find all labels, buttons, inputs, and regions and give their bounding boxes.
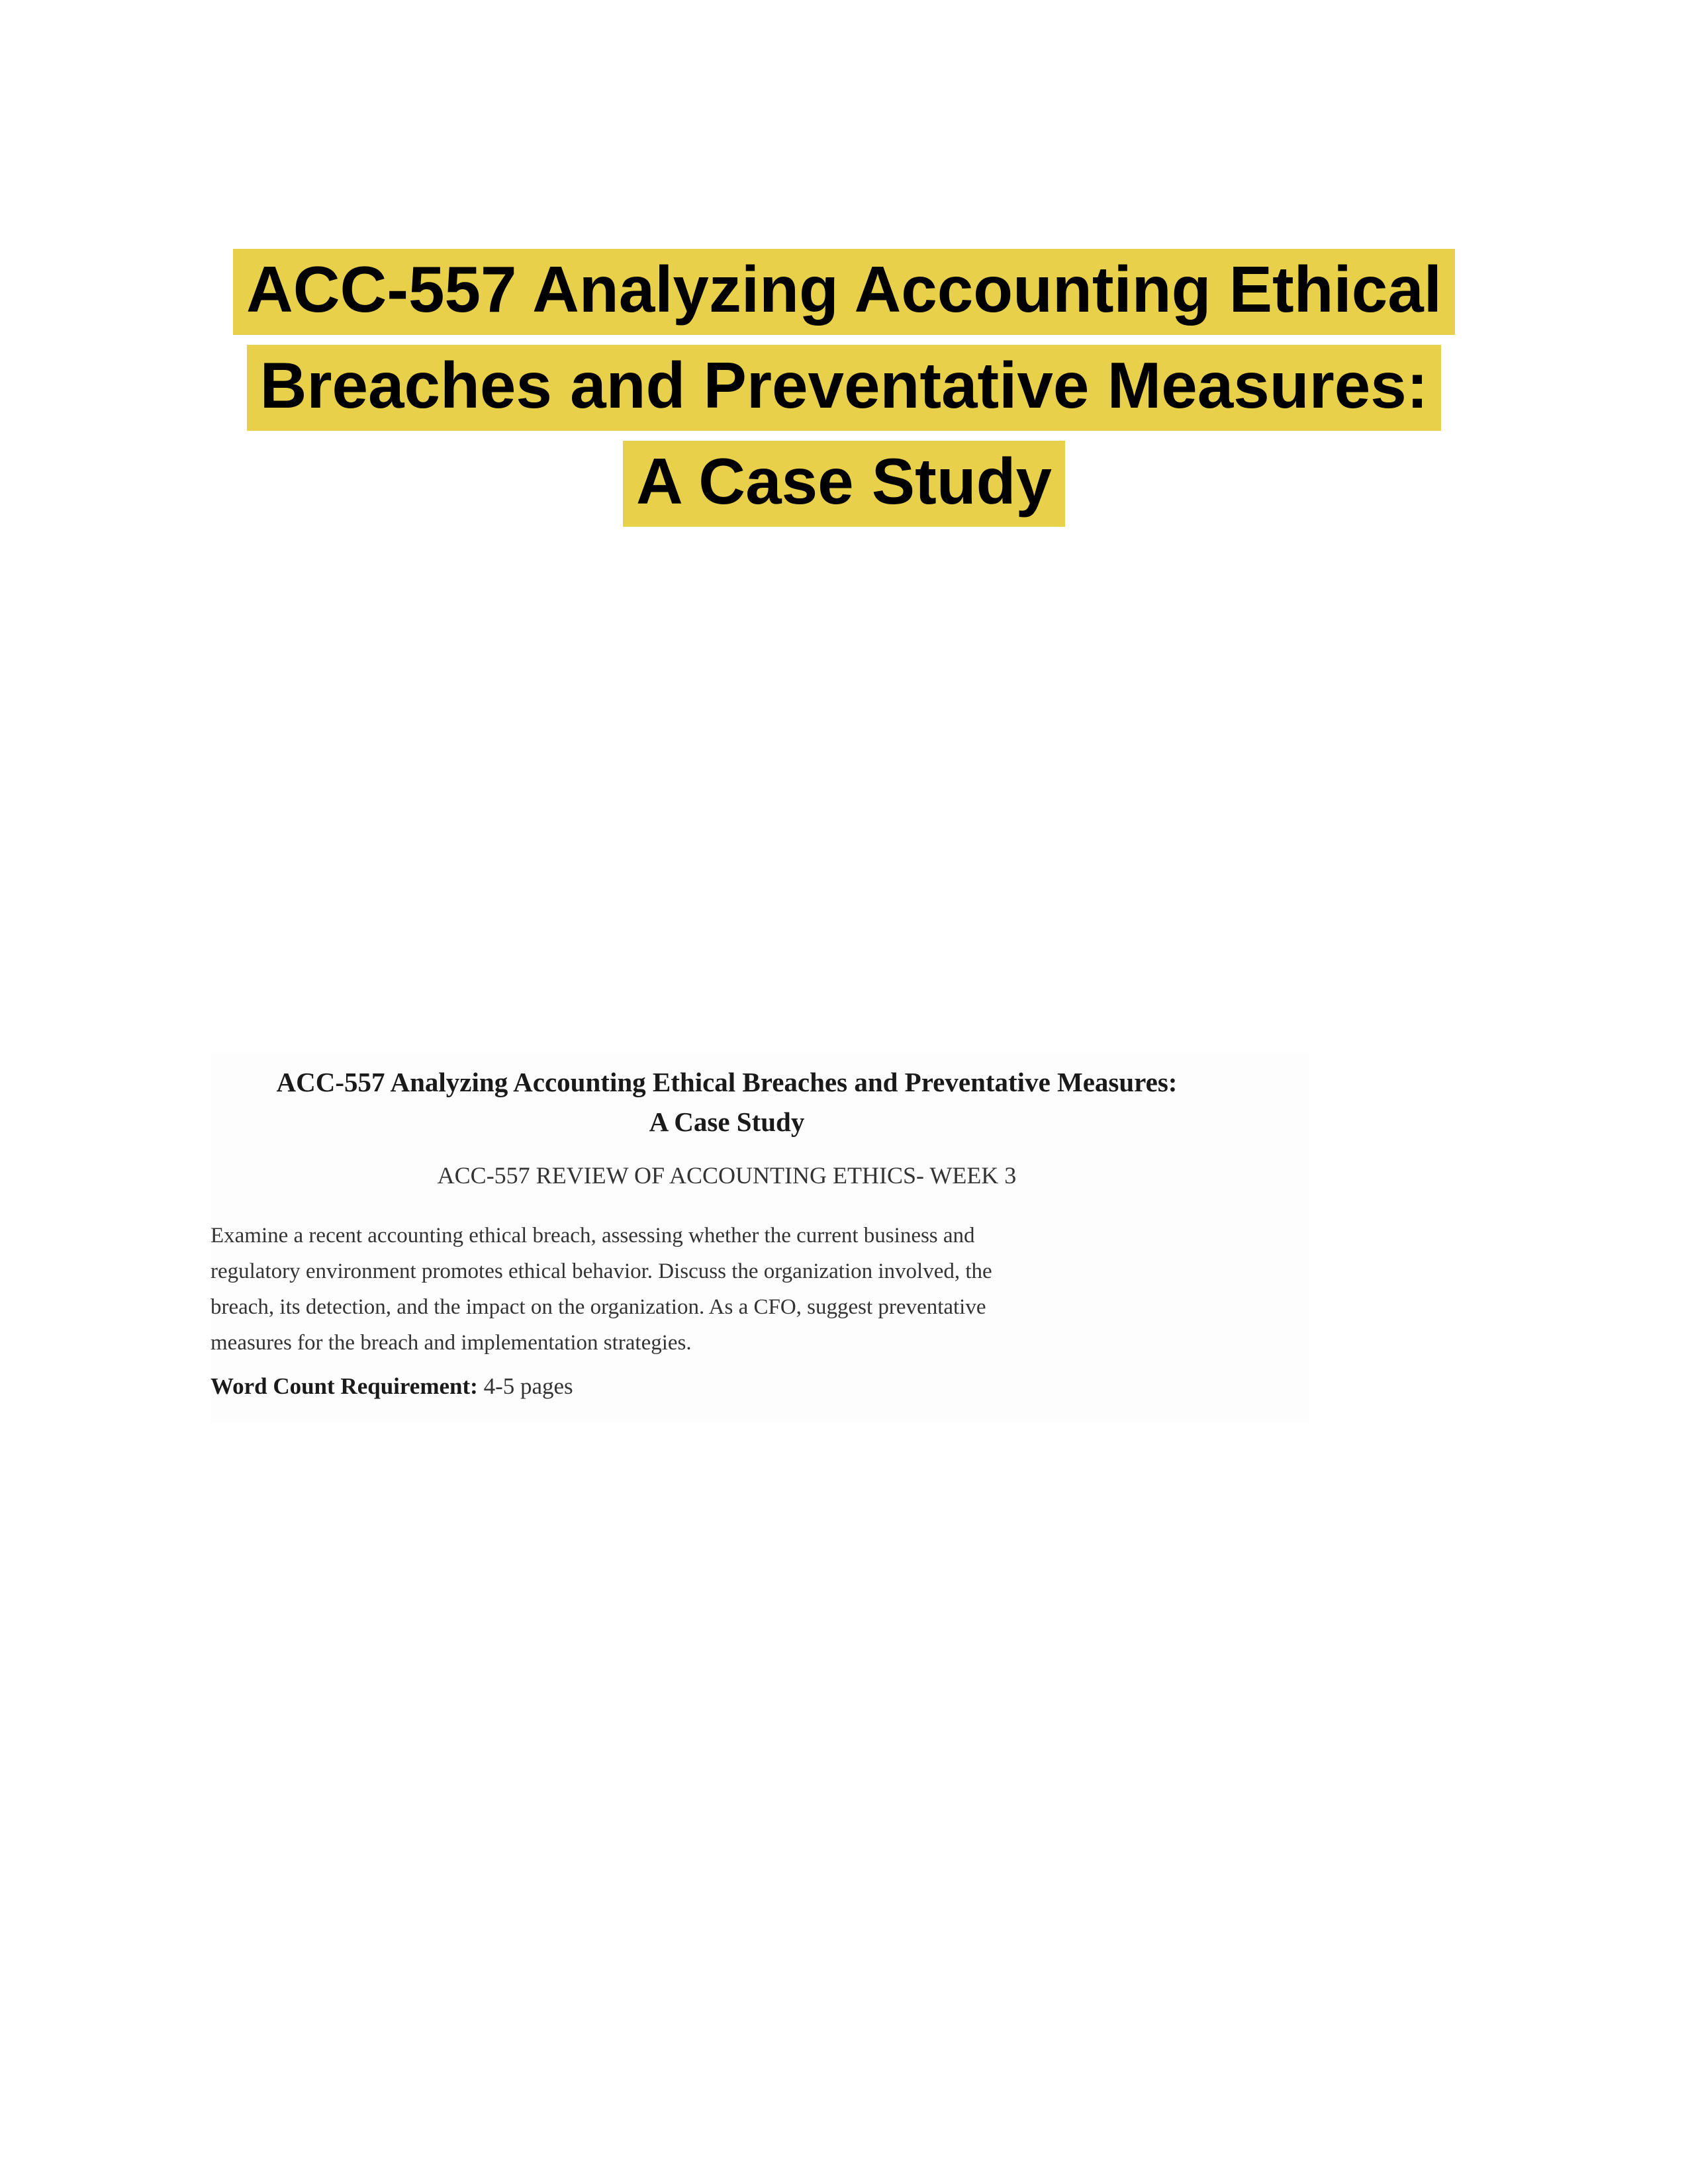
highlighted-title-line: A Case Study (0, 433, 1688, 529)
scan-subtitle: ACC-557 REVIEW OF ACCOUNTING ETHICS- WEEK 3 (437, 1162, 1017, 1189)
scan-title-line: ACC-557 Analyzing Accounting Ethical Breaches and Preventative Measures: (276, 1067, 1178, 1097)
scan-paragraph-line: regulatory environment promotes ethical behavior. Discuss the organization involved, the (211, 1259, 992, 1283)
assignment-scan-image (211, 1052, 1309, 1423)
scan-paragraph (211, 1218, 1150, 1361)
scan-paragraph-line: breach, its detection, and the impact on the organization. As a CFO, suggest preventative (211, 1295, 986, 1319)
requirement-value: 4-5 pages (483, 1373, 573, 1399)
word-count-requirement (211, 1373, 573, 1400)
highlighted-title-line: ACC-557 Analyzing Accounting Ethical (0, 242, 1688, 338)
highlighted-title (0, 242, 1688, 529)
scan-title-line: A Case Study (649, 1107, 805, 1137)
scan-paragraph-line: Examine a recent accounting ethical breach, assessing whether the current business and (211, 1224, 975, 1248)
scan-paragraph-line: measures for the breach and implementation strategies. (211, 1331, 692, 1355)
scan-title (211, 1062, 1243, 1142)
highlighted-title-line: Breaches and Preventative Measures: (0, 338, 1688, 433)
requirement-label: Word Count Requirement: (211, 1373, 478, 1399)
